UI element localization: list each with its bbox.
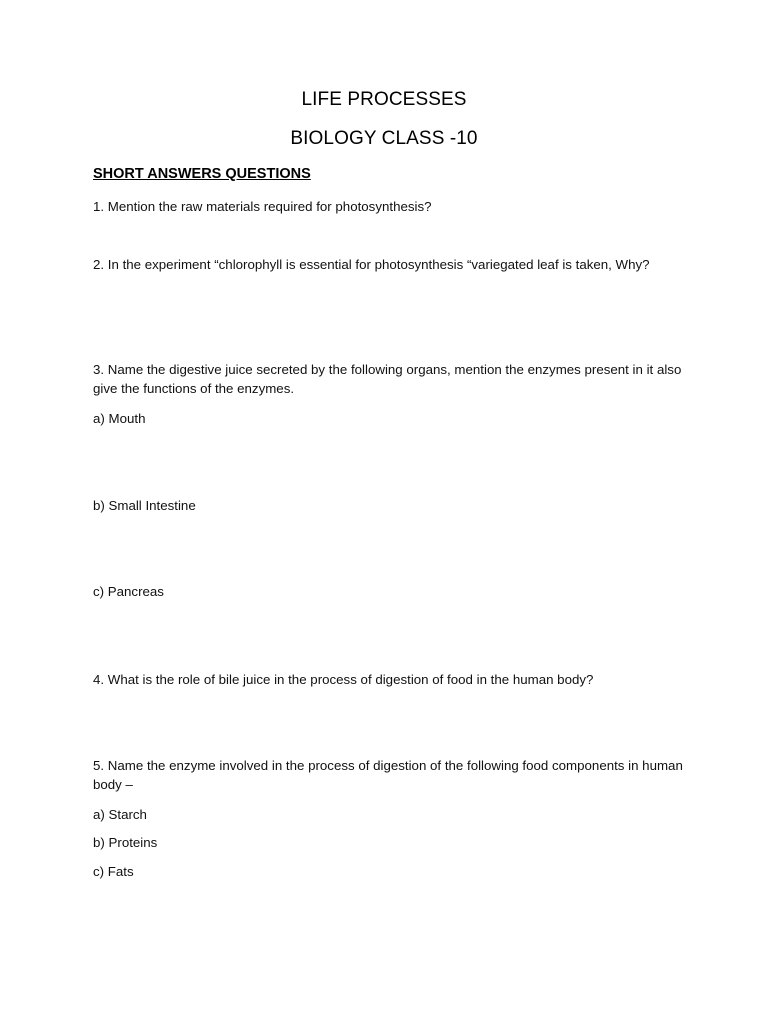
document-subtitle: BIOLOGY CLASS -10 <box>290 128 478 149</box>
document-title: LIFE PROCESSES <box>301 89 467 110</box>
question-5-option-a: a) Starch <box>93 807 147 822</box>
question-4: 4. What is the role of bile juice in the process of digestion of food in the human body? <box>93 672 594 687</box>
question-5-option-b: b) Proteins <box>93 835 158 850</box>
section-heading: SHORT ANSWERS QUESTIONS <box>93 166 311 182</box>
question-3-option-b: b) Small Intestine <box>93 498 196 513</box>
question-3: 3. Name the digestive juice secreted by the following organs, mention the enzymes present in it also give the functions of the enzymes. <box>93 362 682 396</box>
question-3-option-c: c) Pancreas <box>93 584 164 599</box>
question-5-option-c: c) Fats <box>93 864 134 879</box>
question-3-option-a: a) Mouth <box>93 411 146 426</box>
question-5: 5. Name the enzyme involved in the process of digestion of the following food components in human body – <box>93 758 683 792</box>
question-1: 1. Mention the raw materials required for photosynthesis? <box>93 199 432 214</box>
question-2: 2. In the experiment “chlorophyll is essential for photosynthesis “variegated leaf is taken, Why? <box>93 257 650 272</box>
